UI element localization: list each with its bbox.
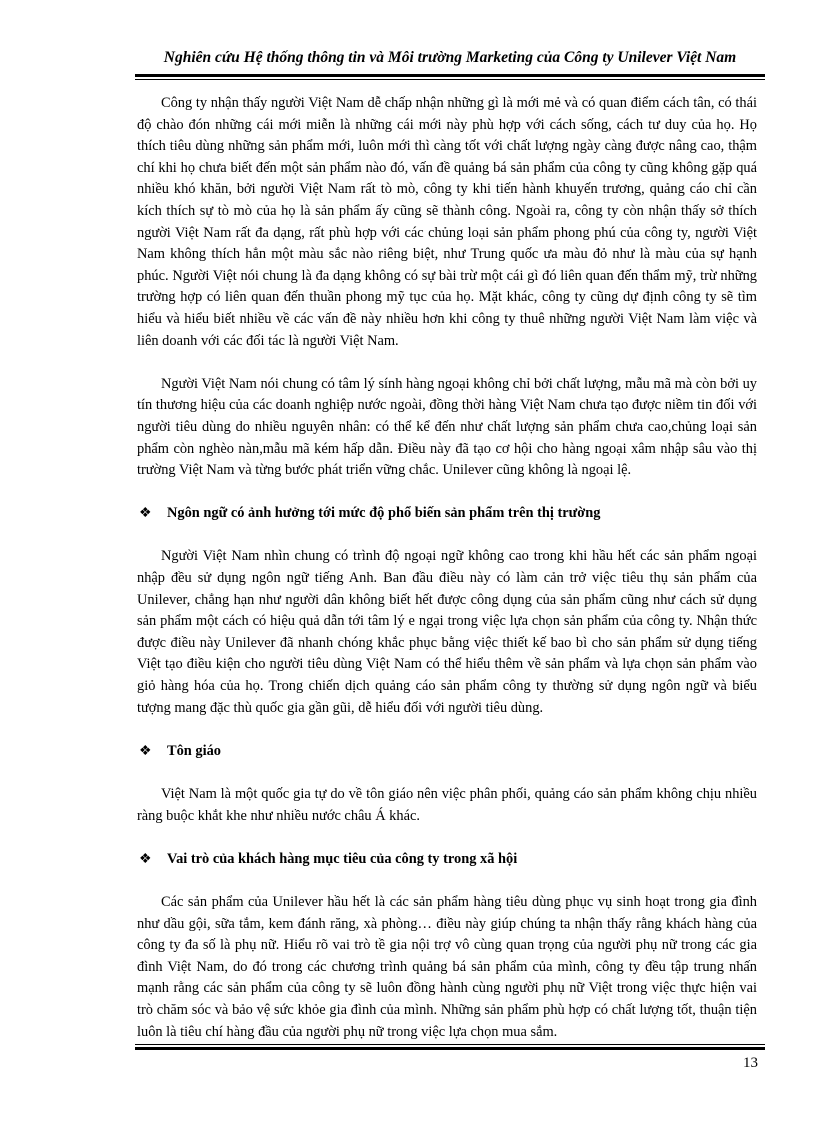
section-heading-customer-role <box>137 849 757 871</box>
header-rule-thin <box>135 79 765 80</box>
section-heading-religion <box>137 741 757 763</box>
diamond-bullet-icon: ❖ <box>139 506 152 522</box>
section-heading-religion-label: Tôn giáo <box>167 742 221 759</box>
paragraph-customer-role: Các sản phẩm của Unilever hầu hết là các sản phẩm hàng tiêu dùng phục vụ sinh hoạt trong gia đình như dầu gội, sữa tắm, kem đánh răng, xà phòng… điều này giúp chúng ta nhận thấy rằng khách hàng của công ty đa số là phụ nữ. Hiểu rõ vai trò tề gia nội trợ vô cùng quan trọng của người phụ nữ trong các gia đình Việt Nam, do đó trong các chương trình quảng bá sản phẩm của mình, công ty đều tập trung nhấn mạnh rằng các sản phẩm của công ty sẽ luôn đồng hành cùng người phụ nữ Việt trong việc thực hiện vai trò chăm sóc và bảo vệ sức khỏe gia đình của mình. Những sản phẩm phù hợp có chất lượng tốt, thuận tiện luôn là tiêu chí hàng đầu của người phụ nữ trong việc lựa chọn mua sắm. <box>137 893 757 1040</box>
paragraph-foreign-goods: Người Việt Nam nói chung có tâm lý sính hàng ngoại không chỉ bởi chất lượng, mẫu mã mà còn bởi uy tín thương hiệu của các doanh nghiệp nước ngoài, đồng thời hàng Việt Nam chưa tạo được niềm tin đối với người tiêu dùng do nhiều nguyên nhân: có thể kể đến như chất lượng sản phẩm chưa cao,chủng loại sản phẩm còn nghèo nàn,mẫu mã kém hấp dẫn. Điều này đã tạo cơ hội cho hàng ngoại xâm nhập sâu vào thị trường Việt Nam và từng bước phát triển vững chắc. Unilever cũng không là ngoại lệ. <box>137 375 757 479</box>
paragraph-openness: Công ty nhận thấy người Việt Nam dễ chấp nhận những gì là mới mẻ và có quan điểm cách tân, có thái độ chào đón những cái mới miễn là những cái mới này phù hợp với cách sống, cách tư duy của họ. Họ thích tiêu dùng những sản phẩm mới, luôn mới thì càng tốt với chất lượng ngày càng được nâng cao, thậm chí khi họ chưa biết đến một sản phẩm nào đó, vấn đề quảng bá sản phẩm của công ty cũng không gặp quá nhiều khó khăn, bởi người Việt Nam rất tò mò, công ty khi tiến hành khuyến trương, quảng cáo chỉ cần kích thích sự tò mò của họ là sản phẩm ấy cũng sẽ thành công. Ngoài ra, công ty còn nhận thấy sở thích người Việt Nam rất đa dạng, rất phù hợp với các chủng loại sản phẩm phong phú của công ty, người Việt Nam không thích hẳn một màu sắc nào riêng biệt, như Trung quốc ưa màu đỏ như là màu của sự hạnh phúc. Người Việt nói chung là đa dạng không có sự bài trừ một cái gì đó liên quan đến thẩm mỹ, trừ những trường hợp có liên quan đến thuần phong mỹ tục của họ. Mặt khác, công ty cũng dự định công ty sẽ tìm hiểu và hiểu biết nhiều về các vấn đề này nhiều hơn khi công ty thuê những người Việt Nam làm việc và liên doanh với các đối tác là người Việt Nam. <box>137 95 757 349</box>
paragraph-religion: Việt Nam là một quốc gia tự do về tôn giáo nên việc phân phối, quảng cáo sản phẩm không chịu nhiều ràng buộc khắt khe như nhiều nước châu Á khác. <box>137 786 757 824</box>
diamond-bullet-icon: ❖ <box>139 851 152 867</box>
footer-rule-thin <box>135 1044 765 1045</box>
section-heading-language <box>137 503 757 525</box>
footer-rule-thick <box>135 1047 765 1050</box>
section-heading-customer-role-label: Vai trò của khách hàng mục tiêu của công ty trong xã hội <box>167 850 518 867</box>
page-header-title: Nghiên cứu Hệ thống thông tin và Môi trường Marketing của Công ty Unilever Việt Nam <box>163 49 737 66</box>
header-rule-thick <box>135 74 765 77</box>
paragraph-language: Người Việt Nam nhìn chung có trình độ ngoại ngữ không cao trong khi hầu hết các sản phẩm ngoại nhập đều sử dụng ngôn ngữ tiếng Anh. Ban đầu điều này có làm cản trở việc tiêu thụ sản phẩm của Unilever, chẳng hạn như người dân không biết hết được công dụng của sản phẩm cũng như cách sử dụng sản phẩm một cách có hiệu quả dẫn tới tâm lý e ngại trong việc lựa chọn sản phẩm của công ty. Nhận thức được điều này Unilever đã nhanh chóng khắc phục bằng việc thiết kế bao bì cho sản phẩm sử dụng tiếng Việt tạo điều kiện cho người tiêu dùng Việt Nam có thể hiểu thêm về sản phẩm và lựa chọn sản phẩm vào giỏ hàng hóa của họ. Trong chiến dịch quảng cáo sản phẩm công ty thường sử dụng ngôn ngữ và biểu tượng mang đặc thù quốc gia gần gũi, dễ hiểu đối với người tiêu dùng. <box>137 548 757 716</box>
section-heading-language-label: Ngôn ngữ có ảnh hưởng tới mức độ phổ biến sản phẩm trên thị trường <box>167 505 601 522</box>
page-number: 13 <box>743 1055 758 1071</box>
diamond-bullet-icon: ❖ <box>139 743 152 759</box>
document-body <box>137 93 757 1043</box>
